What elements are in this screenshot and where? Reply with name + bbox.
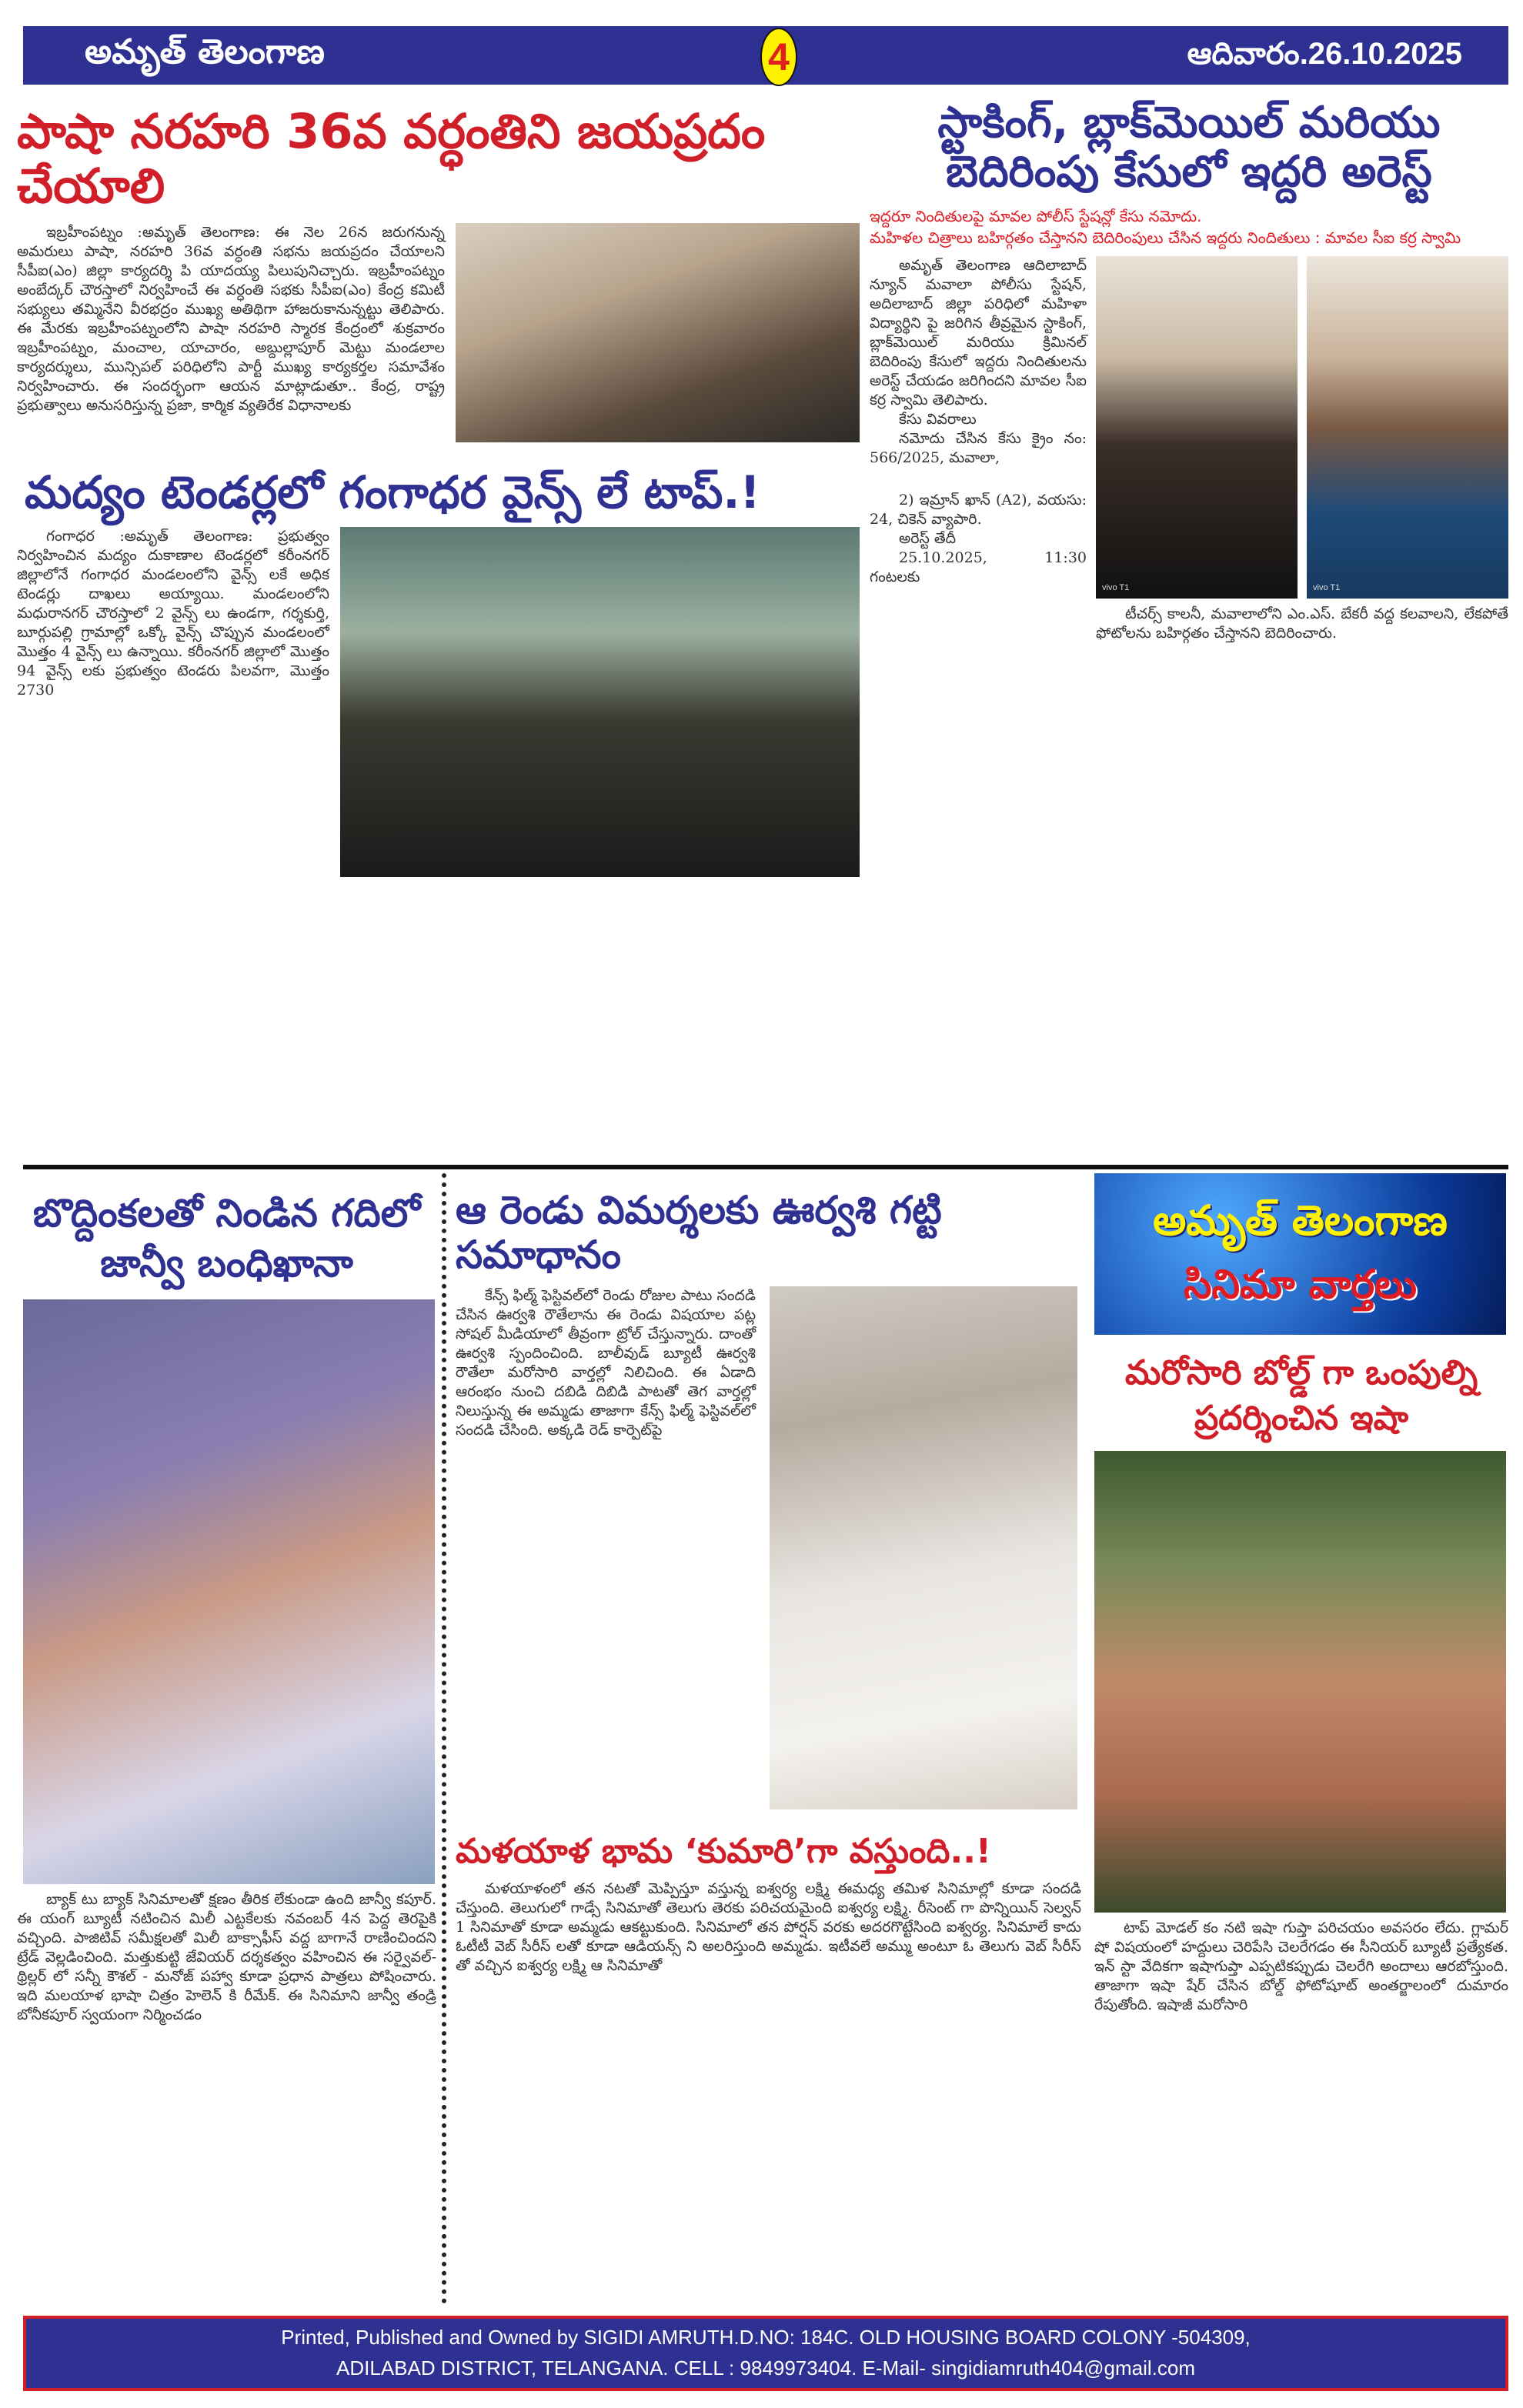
arrest-section xyxy=(870,98,1508,643)
isha-headline: మరోసారి బోల్డ్ గా ఒంపుల్ని ప్రదర్శించిన ఇషా xyxy=(1124,1353,1478,1439)
arrest-right-body: టీచర్స్ కాలనీ, మవాలాలోని ఎం.ఎస్. బేకరీ వద్ద కలవాలని, లేకపోతే ఫోటోలను బహిర్గతం చేస్తానని బెదిరించారు. xyxy=(1096,605,1508,642)
imprint-footer xyxy=(23,2316,1508,2391)
arrest-body: అమృత్ తెలంగాణ ఆదిలాబాద్ న్యూన్ మవాలా పోలీసు స్టేషన్, అదిలాబాద్ జిల్లా పరిధిలో మహిళా విద్యార్థిని పై జరిగిన తీవ్రమైన స్టాకింగ్, బ్లాక్‌మెయిల్ మరియు క్రిమినల్ బెదిరింపు కేసులో ఇద్దరు నిందితులను అరెస్ట్ చేయడం జరిగిందని మావల సీఐ కర్ర స్వామి తెలిపారు. xyxy=(870,256,1087,409)
janhvi-section xyxy=(17,1189,436,2025)
imprint-line-1: Printed, Published and Owned by SIGIDI AMRUTH.D.NO: 184C. OLD HOUSING BOARD COLONY -504309, xyxy=(281,2326,1251,2349)
photo-caption: vivo T1 xyxy=(1313,582,1341,592)
accused-2: 2) ఇమ్రాన్ ఖాన్ (A2), వయసు: 24, చికెన్ వ్యాపారి. xyxy=(870,491,1087,528)
masthead xyxy=(23,26,1508,85)
wines-article xyxy=(17,527,860,885)
issue-date: ఆదివారం.26.10.2025 xyxy=(1187,37,1462,71)
arrest-subhead-2: మహిళల చిత్రాలు బహిర్గతం చేస్తానని బెదిరింపులు చేసిన ఇద్దరు నిందితులు : మావల సీఐ కర్ర స్వామి xyxy=(870,228,1461,247)
pasha-body: ఇబ్రహీంపట్నం :అమృత్ తెలంగాణ: ఈ నెల 26న జరుగనున్న అమరులు పాషా, నరహరి 36వ వర్ధంతి సభను జయప్రదం చేయాలని సీపీఐ(ఎం) జిల్లా కార్యదర్శి పి యాదయ్య పిలుపునిచ్చారు. ఇబ్రహీంపట్నం అంబేద్కర్ చౌరస్తాలో నిర్వహించే ఈ వర్ధంతి సభకు సీపీఐ(ఎం) కేంద్ర కమిటీ సభ్యులు తమ్మినేని వీరభద్రం ముఖ్య అతిథిగా హాజరుకానున్నట్టు తెలిపారు. ఈ మేరకు ఇబ్రహీంపట్నంలోని పాషా నరహరి స్మారక కేంద్రంలో శుక్రవారం ఇబ్రహీంపట్నం, మంచాల, యాచారం, అబ్దుల్లాపూర్ మెట్టు మండలాల కార్యదర్శులు, మున్సిపల్ పరిధిలోని పార్టీ ముఖ్య కార్యకర్తల సమావేశం నిర్వహించారు. ఈ సందర్భంగా ఆయన మాట్లాడుతూ.. కేంద్ర, రాష్ట్ర ప్రభుత్వాలు అనుసరిస్తున్న ప్రజా, కార్మిక వ్యతిరేక విధానాలకు xyxy=(17,223,445,414)
janhvi-body: బ్యాక్ టు బ్యాక్ సినిమాలతో క్షణం తీరిక లేకుండా ఉంది జాన్వీ కపూర్. ఈ యంగ్ బ్యూటీ నటించిన మిలీ ఎట్టకేలకు నవంబర్ 4న పెద్ద తెరపైకి వచ్చింది. పాజిటివ్ సమీక్షలతో మిలీ బాక్సాఫీస్ వద్ద బాగానే రాణించిందని ట్రేడ్ వెల్లడించింది. మత్తుకుట్టి జేవియర్ దర్శకత్వం వహించిన ఈ సర్వైవల్-థ్రిల్లర్ లో సన్నీ కౌశల్ - మనోజ్ పహ్వా కూడా ప్రధాన పాత్రలు పోషించారు. ఇది మలయాళ భాషా చిత్రం హెలెన్ కి రీమేక్. ఈ సినిమాని జాన్వీ తండ్రి బోనీకపూర్ స్వయంగా నిర్మించడం xyxy=(17,1891,436,2023)
janhvi-headline: బొద్దింకలతో నిండిన గదిలో జాన్వీ బంధిఖానా xyxy=(32,1191,421,1286)
arrest-right-column xyxy=(1096,256,1508,643)
arrest-date-label: అరెస్ట్ తేదీ xyxy=(899,529,957,547)
top-left-section xyxy=(17,104,860,885)
isha-photo xyxy=(1094,1451,1506,1913)
wine-shop-photo xyxy=(340,527,860,877)
isha-body: టాప్ మోడల్ కం నటి ఇషా గుప్తా పరిచయం అవసరం లేదు. గ్లామర్ షో విషయంలో హద్దులు చెరిపేసి చెలరేగడం ఈ సీనియర్ బ్యూటీ ప్రత్యేకత. ఇన్ స్టా వేదికగా ఇషాగుప్తా ఎప్పటికప్పుడు చెలరేగి అందాలు ఆరబోస్తుంది. తాజాగా ఇషా షేర్ చేసిన బోల్డ్ ఫోటోషూట్ అంతర్జాలంలో దుమారం రేపుతోంది. ఇషాజీ మరోసారి xyxy=(1094,1919,1508,2013)
arrest-left-column xyxy=(870,256,1087,587)
meeting-photo xyxy=(456,223,860,442)
column-separator xyxy=(442,1173,446,2304)
kumari-body: మళయాళంలో తన నటతో మెప్పిస్తూ వస్తున్న ఐశ్వర్య లక్ష్మి ఈమధ్య తమిళ సినిమాల్లో కూడా సందడి చేస్తుంది. తెలుగులో గాడ్సే సినిమాతో తెలుగు తెరకు పరిచయమైంది ఐశ్వర్య లక్ష్మి. రీసెంట్ గా పొన్నియిన్ సెల్వన్ 1 సినిమాతో కూడా అమ్మడు ఆకట్టుకుంది. సినిమాలో తన పోర్షన్ వరకు అదరగొట్టేసింది ఐశ్వర్య. సినిమాలే కాదు ఓటీటీ వెబ్ సీరీస్ లతో కూడా ఆడియన్స్ ని అలరిస్తుంది అమ్మడు. ఇటీవలే అమ్ము అంటూ ఓ తెలుగు వెబ్ సీరీస్ తో వచ్చిన ఐశ్వర్య లక్ష్మి ఆ సినిమాతో xyxy=(456,1879,1081,1974)
case-heading: కేసు వివరాలు xyxy=(899,410,977,428)
accused-1-photo xyxy=(1096,256,1298,599)
imprint-line-2: ADILABAD DISTRICT, TELANGANA. CELL : 9849973404. E-Mail- singidiamruth404@gmail.com xyxy=(336,2356,1195,2380)
arrest-subhead-1: ఇద్దరూ నిందితులపై మావల పోలీస్ స్టేషన్లో కేసు నమోదు. xyxy=(870,206,1202,225)
pasha-headline: పాషా నరహరి 36వ వర్ధంతిని జయప్రదం చేయాలి xyxy=(17,103,766,215)
wines-headline: మద్యం టెండర్లలో గంగాధర వైన్స్ లే టాప్.! xyxy=(25,465,760,519)
cinema-banner-subtitle: సినిమా వార్తలు xyxy=(1183,1262,1417,1308)
janhvi-photo xyxy=(23,1299,435,1884)
cinema-news-banner xyxy=(1094,1173,1506,1335)
middle-section xyxy=(456,1189,1081,1976)
section-divider xyxy=(23,1165,1508,1169)
paper-name: అమృత్ తెలంగాణ xyxy=(85,32,325,72)
kumari-headline: మళయాళ భామ ‘కుమారి’గా వస్తుంది..! xyxy=(456,1832,991,1871)
accused-photos xyxy=(1096,256,1508,599)
case-line: నమోదు చేసిన కేసు క్రైం నం: 566/2025, మవాలా, xyxy=(870,429,1087,466)
wines-body: గంగాధర :అమృత్ తెలంగాణ: ప్రభుత్వం నిర్వహించిన మద్యం దుకాణాల టెండర్లలో కరీంనగర్ జిల్లాలోనే గంగాధర మండలంలోని వైన్స్ లకే అధిక టెండర్లు దాఖలు అయ్యాయి. మండలంలోని మధురానగర్ చౌరస్తాలో 2 వైన్స్ లు ఉండగా, గర్శకుర్తి, బూర్గుపల్లి గ్రామాల్లో ఒక్కో వైన్స్ చొప్పున మండలంలో మొత్తం 4 వైన్స్ లు ఉన్నాయి. కరీంనగర్ జిల్లాలో మొత్తం 94 వైన్స్ లకు ప్రభుత్వం టెండరు పిలవగా, మొత్తం 2730 xyxy=(17,528,329,699)
right-section xyxy=(1094,1173,1508,2015)
urvashi-article xyxy=(456,1286,1081,1809)
urvashi-body: కేన్స్ ఫిల్మ్ ఫెస్టివల్‌లో రెండు రోజుల పాటు సందడి చేసిన ఊర్వశి రౌతేలాను ఈ రెండు విషయాల పట్ల సోషల్ మీడియాలో తీవ్రంగా ట్రోల్ చేస్తున్నారు. దాంతో ఊర్వశి స్పందించింది. బాలీవుడ్ బ్యూటీ ఊర్వశి రౌతేలా మరోసారి వార్తల్లో నిలిచింది. ఈ ఏడాది ఆరంభం నుంచి దబిడి దిబిడి పాటతో తెగ వార్తల్లో నిలుస్తున్న ఈ అమ్మడు తాజాగా కేన్స్ ఫిల్మ్ ఫెస్టివల్‌లో సందడి చేసింది. అక్కడి రెడ్ కార్పెట్‌పై xyxy=(456,1287,756,1439)
urvashi-photo xyxy=(770,1286,1077,1809)
accused-2-photo xyxy=(1307,256,1508,599)
pasha-article xyxy=(17,223,860,450)
photo-caption: vivo T1 xyxy=(1102,582,1130,592)
cinema-banner-title: అమృత్ తెలంగాణ xyxy=(1153,1196,1448,1245)
urvashi-headline: ఆ రెండు విమర్శలకు ఊర్వశి గట్టి సమాధానం xyxy=(456,1188,942,1277)
arrest-headline: స్టాకింగ్, బ్లాక్‌మెయిల్ మరియు బెదిరింపు కేసులో ఇద్దరి అరెస్ట్ xyxy=(937,98,1441,198)
page-number-badge: 4 xyxy=(760,28,797,86)
arrest-date: 25.10.2025, 11:30 గంటలకు xyxy=(870,549,1087,585)
arrest-content xyxy=(870,256,1508,643)
